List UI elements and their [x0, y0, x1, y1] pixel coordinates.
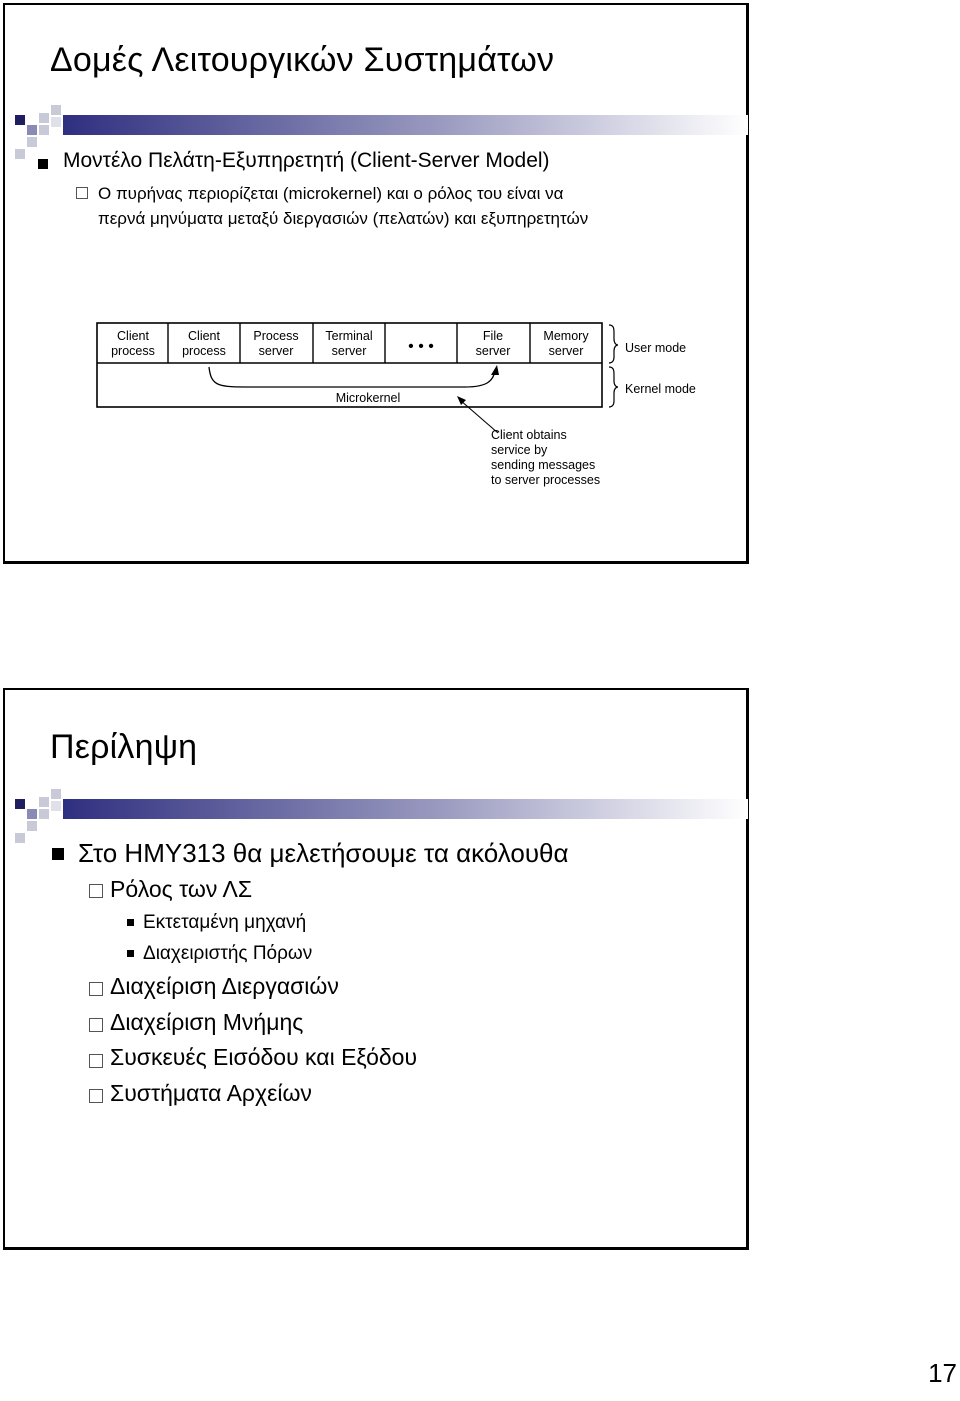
user-mode-label: User mode — [625, 341, 687, 355]
slide-title: Περίληψη — [50, 728, 198, 766]
bullet-square-icon — [38, 159, 48, 169]
box-label: server — [258, 344, 294, 358]
arrow-head — [491, 365, 499, 375]
microkernel-diagram — [95, 321, 735, 491]
slide-summary — [3, 688, 749, 1250]
box-label: process — [182, 344, 226, 358]
annotation-line: sending messages — [491, 458, 596, 472]
hollow-square-bullet-icon — [89, 982, 103, 996]
microkernel-label: Microkernel — [335, 391, 401, 405]
bullet-course-intro: Στο ΗΜΥ313 θα μελετήσουμε τα ακόλουθα — [78, 838, 569, 868]
item-memory-management: Διαχείριση Μνήμης — [110, 1009, 304, 1035]
hollow-square-bullet-icon — [89, 1018, 103, 1032]
box-label: Terminal — [325, 329, 373, 343]
box-label: Client — [117, 329, 149, 343]
sub-item-resource-manager: Διαχειριστής Πόρων — [143, 943, 313, 964]
sub-item-extended-machine: Εκτεταμένη μηχανή — [143, 912, 307, 933]
hollow-square-bullet-icon — [89, 1054, 103, 1068]
hollow-square-bullet-icon — [76, 187, 88, 199]
annotation-line: service by — [491, 443, 548, 457]
item-os-role: Ρόλος των ΛΣ — [110, 876, 253, 902]
hollow-square-bullet-icon — [89, 1089, 103, 1103]
box-label: server — [475, 344, 511, 358]
user-mode-brace — [609, 325, 618, 363]
annotation-line: to server processes — [491, 473, 601, 487]
hollow-square-bullet-icon — [89, 884, 103, 898]
ellipsis-label: • • • — [408, 338, 434, 355]
bullet-client-server: Μοντέλο Πελάτη-Εξυπηρετητή (Client-Server Model) — [63, 149, 550, 172]
sub-bullet-line1: Ο πυρήνας περιορίζεται (microkernel) και ο ρόλος του είναι να — [98, 184, 564, 203]
slide-title: Δομές Λειτουργικών Συστημάτων — [50, 41, 555, 79]
box-label: server — [331, 344, 367, 358]
slide-structures — [3, 3, 749, 564]
kernel-mode-label: Kernel mode — [625, 382, 696, 396]
bullet-square-icon — [52, 848, 64, 860]
item-process-management: Διαχείριση Διεργασιών — [110, 973, 339, 999]
item-file-systems: Συστήματα Αρχείων — [110, 1080, 312, 1106]
small-square-bullet-icon — [127, 950, 134, 957]
box-label: Memory — [543, 329, 589, 343]
box-label: process — [111, 344, 155, 358]
item-io-devices: Συσκευές Εισόδου και Εξόδου — [110, 1044, 418, 1070]
box-label: Process — [253, 329, 299, 343]
title-decoration — [13, 785, 748, 845]
page-number: 17 — [928, 1358, 957, 1388]
box-label: server — [548, 344, 584, 358]
small-square-bullet-icon — [127, 919, 134, 926]
message-path — [209, 367, 495, 387]
sub-bullet-line2: περνά μηνύματα μεταξύ διεργασιών (πελατών) και εξυπηρετητών — [98, 209, 589, 228]
annotation-line: Client obtains — [491, 428, 567, 442]
box-label: Client — [188, 329, 220, 343]
kernel-mode-brace — [609, 367, 618, 407]
box-label: File — [482, 329, 504, 343]
